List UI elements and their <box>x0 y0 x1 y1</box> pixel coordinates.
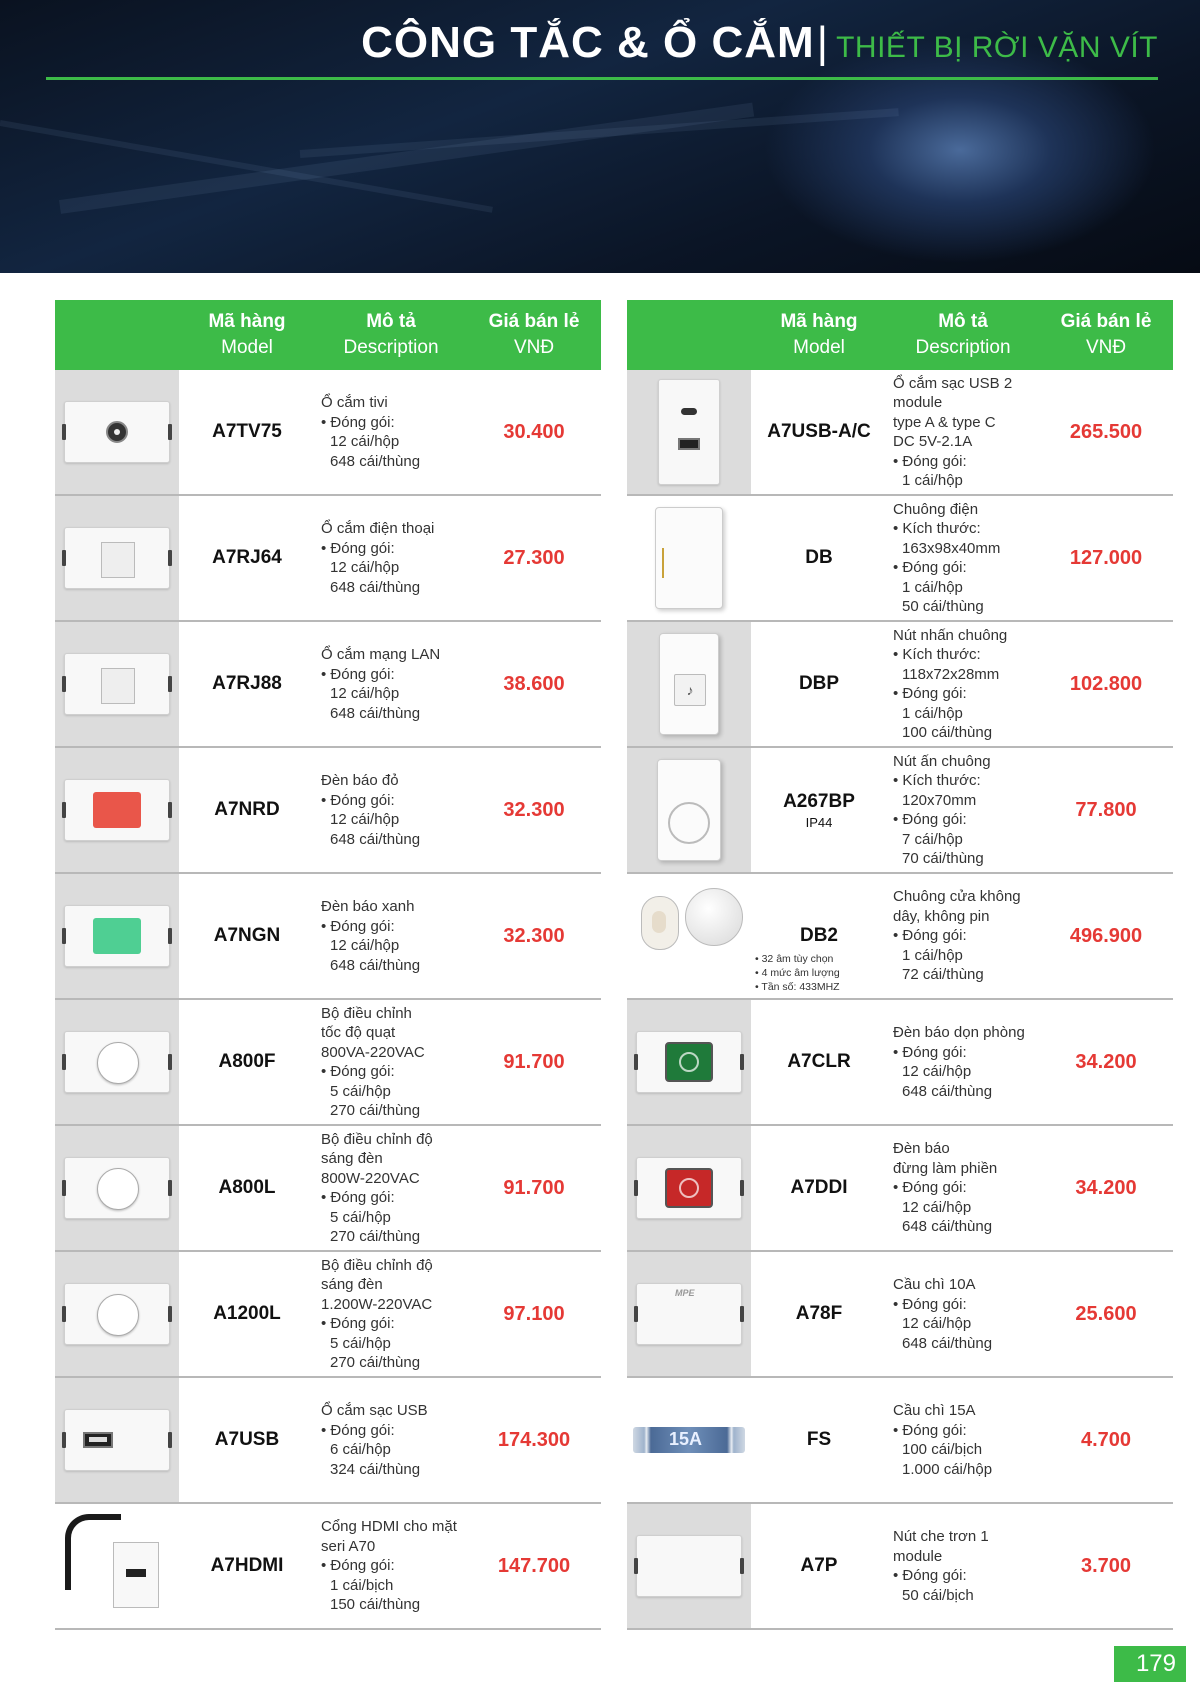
price: 38.600 <box>503 672 565 695</box>
price: 25.600 <box>1075 1302 1137 1325</box>
description: Ổ cắm sạc USB • Đóng gói: 6 cái/hộp 324 cái/thùng <box>321 1402 428 1478</box>
model-code: A7NRD <box>214 799 280 820</box>
table-row <box>55 622 601 748</box>
product-image <box>55 1126 179 1250</box>
price: 91.700 <box>503 1176 565 1199</box>
table-row <box>55 1126 601 1252</box>
table-row <box>627 1126 1173 1252</box>
feature-notes: • 32 âm tùy chọn • 4 mức âm lượng • Tần số: 433MHZ <box>755 953 840 993</box>
header-banner <box>0 0 1200 273</box>
description: Bộ điều chỉnh độ sáng đèn 800W-220VAC • Đóng gói: 5 cái/hộp 270 cái/thùng <box>321 1130 433 1245</box>
product-table-right <box>627 300 1173 1630</box>
price: 265.500 <box>1069 420 1143 443</box>
model-code: A7USB <box>214 1429 280 1450</box>
page-title <box>361 18 1158 68</box>
brand-mark: MPE <box>675 1288 695 1298</box>
table-row <box>627 622 1173 748</box>
description: Cầu chì 10A • Đóng gói: 12 cái/hộp 648 cái/thùng <box>893 1276 993 1352</box>
product-image <box>627 1126 751 1250</box>
table-row <box>55 1252 601 1378</box>
table-row <box>627 496 1173 622</box>
product-table-left <box>55 300 601 1630</box>
product-image <box>627 1378 751 1502</box>
model-code: A7NGN <box>213 925 281 946</box>
model-code: A267BP IP44 <box>783 790 855 830</box>
product-image <box>627 748 751 872</box>
product-image <box>55 496 179 620</box>
price: 91.700 <box>503 1050 565 1073</box>
table-row <box>55 1378 601 1504</box>
product-image: ♪ <box>627 622 751 746</box>
model-code: A7P <box>800 1555 838 1576</box>
model-code: A7USB-A/C <box>767 421 871 442</box>
price: 30.400 <box>503 420 565 443</box>
table-row <box>627 748 1173 874</box>
ip-rating: IP44 <box>805 814 833 830</box>
product-image <box>55 1378 179 1502</box>
model-code: A7TV75 <box>212 421 282 442</box>
description: Bộ điều chỉnh tốc độ quạt 800VA-220VAC • Đóng gói: 5 cái/hộp 270 cái/thùng <box>321 1004 425 1119</box>
price: 32.300 <box>503 924 565 947</box>
description: Ổ cắm sạc USB 2 module type A & type C DC 5V-2.1A • Đóng gói: 1 cái/hộp <box>893 374 1013 489</box>
price: 34.200 <box>1075 1176 1137 1199</box>
description: Đèn báo xanh • Đóng gói: 12 cái/hộp 648 cái/thùng <box>321 898 421 974</box>
product-image <box>55 1504 179 1628</box>
description: Ổ cắm mạng LAN • Đóng gói: 12 cái/hộp 648 cái/thùng <box>321 646 441 722</box>
product-image <box>55 874 179 998</box>
model-code: DB <box>805 547 833 568</box>
description: Nút ấn chuông • Kích thước: 120x70mm • Đóng gói: 7 cái/hộp 70 cái/thùng <box>893 752 991 867</box>
table-row <box>55 370 601 496</box>
description: Đèn báo đỏ • Đóng gói: 12 cái/hộp 648 cái/thùng <box>321 772 421 848</box>
model-code: DB2 <box>799 925 838 946</box>
price: 174.300 <box>497 1428 571 1451</box>
col-description: Mô tả Description <box>915 311 1011 358</box>
price: 32.300 <box>503 798 565 821</box>
table-row <box>627 370 1173 496</box>
product-image <box>627 1000 751 1124</box>
table-header <box>55 300 601 370</box>
description: Nút nhấn chuông • Kích thước: 118x72x28mm • Đóng gói: 1 cái/hộp 100 cái/thùng <box>893 626 1008 741</box>
table-row <box>627 1252 1173 1378</box>
title-separator: | <box>816 18 829 67</box>
title-main: CÔNG TẮC & Ổ CẮM <box>361 18 815 67</box>
table-row <box>55 496 601 622</box>
col-model: Mã hàng Model <box>208 311 286 358</box>
price: 77.800 <box>1075 798 1137 821</box>
description: Nút che trơn 1 module • Đóng gói: 50 cái/bịch <box>893 1528 989 1604</box>
table-row <box>55 748 601 874</box>
col-price: Giá bán lẻ VNĐ <box>1060 311 1152 358</box>
col-price: Giá bán lẻ VNĐ <box>488 311 580 358</box>
description: Chuông điện • Kích thước: 163x98x40mm • Đóng gói: 1 cái/hộp 50 cái/thùng <box>893 500 1001 615</box>
price: 147.700 <box>497 1554 571 1577</box>
table-row <box>55 874 601 1000</box>
model-code: A7RJ88 <box>212 673 282 694</box>
product-image <box>55 1000 179 1124</box>
table-row <box>627 874 1173 1000</box>
model-code: A7RJ64 <box>212 547 282 568</box>
price: 27.300 <box>503 546 565 569</box>
table-row <box>55 1000 601 1126</box>
product-image <box>627 1252 751 1376</box>
table-row <box>627 1378 1173 1504</box>
title-sub: THIẾT BỊ RỜI VẶN VÍT <box>836 31 1158 64</box>
description: Bộ điều chỉnh độ sáng đèn 1.200W-220VAC • Đóng gói: 5 cái/hộp 270 cái/thùng <box>321 1256 433 1371</box>
page-number: 179 <box>1114 1646 1186 1682</box>
description: Cầu chì 15A • Đóng gói: 100 cái/bịch 1.000 cái/hộp <box>893 1402 993 1478</box>
model-code: A78F <box>795 1303 843 1324</box>
table-row <box>627 1504 1173 1630</box>
model-code: A800L <box>218 1177 276 1198</box>
col-description: Mô tả Description <box>343 311 439 358</box>
model-code: A7DDI <box>790 1177 848 1198</box>
description: Cổng HDMI cho mặt seri A70 • Đóng gói: 1 cái/bịch 150 cái/thùng <box>321 1518 457 1614</box>
model-code: DBP <box>798 673 840 694</box>
product-image <box>55 748 179 872</box>
product-image <box>627 874 751 998</box>
table-row <box>627 1000 1173 1126</box>
description: Ổ cắm tivi • Đóng gói: 12 cái/hộp 648 cái/thùng <box>321 394 421 470</box>
description: Đèn báo dọn phòng • Đóng gói: 12 cái/hộp 648 cái/thùng <box>893 1024 1025 1100</box>
table-row <box>55 1504 601 1630</box>
model-code: A7CLR <box>787 1051 851 1072</box>
price: 34.200 <box>1075 1050 1137 1073</box>
product-image <box>627 1504 751 1628</box>
price: 3.700 <box>1080 1554 1132 1577</box>
product-image <box>55 370 179 494</box>
table-header <box>627 300 1173 370</box>
model-code: A7HDMI <box>210 1555 284 1576</box>
price: 4.700 <box>1080 1428 1132 1451</box>
model-code: A1200L <box>213 1303 281 1324</box>
model-code: FS <box>806 1429 832 1450</box>
product-image <box>627 496 751 620</box>
product-image <box>55 1252 179 1376</box>
description: Ổ cắm điện thoại • Đóng gói: 12 cái/hộp 648 cái/thùng <box>321 520 435 596</box>
price: 127.000 <box>1069 546 1143 569</box>
product-image <box>55 622 179 746</box>
price: 97.100 <box>503 1302 565 1325</box>
price: 496.900 <box>1069 924 1143 947</box>
col-model: Mã hàng Model <box>780 311 858 358</box>
price: 102.800 <box>1069 672 1143 695</box>
title-underline <box>46 77 1158 80</box>
description: Chuông cửa không dây, không pin • Đóng gói: 1 cái/hộp 72 cái/thùng <box>893 888 1021 984</box>
model-code: A800F <box>218 1051 276 1072</box>
description: Đèn báo đừng làm phiền • Đóng gói: 12 cái/hộp 648 cái/thùng <box>893 1140 998 1236</box>
product-image <box>627 370 751 494</box>
fuse-label: 15A <box>669 1429 703 1449</box>
